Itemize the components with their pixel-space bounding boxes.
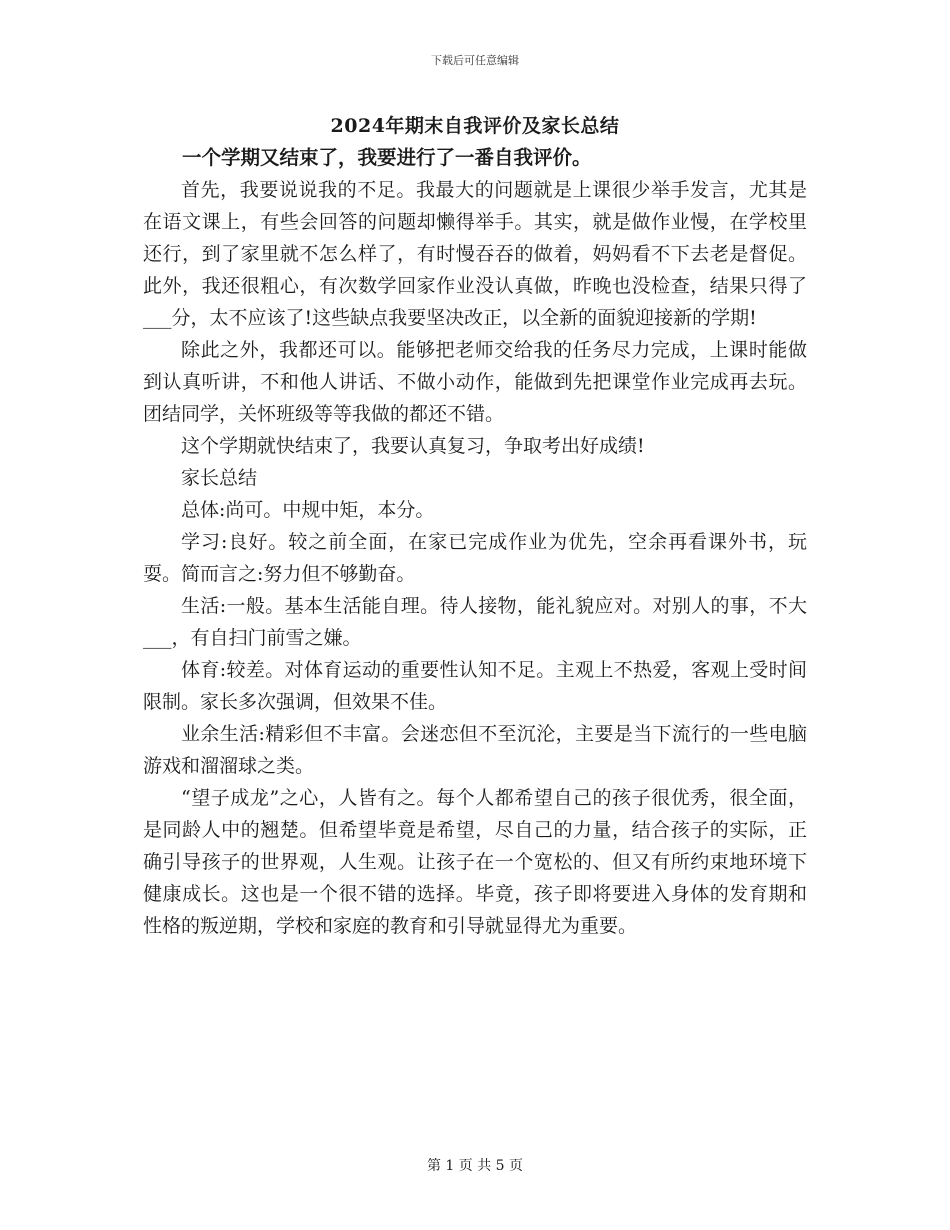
paragraph-overall: 总体:尚可。中规中矩，本分。 bbox=[181, 499, 435, 521]
intro-paragraph: 一个学期又结束了，我要进行了一番自我评价。 bbox=[182, 146, 592, 169]
document-body bbox=[143, 142, 807, 942]
page-number: 第 1 页 共 5 页 bbox=[426, 1158, 524, 1174]
paragraph-resolution: 这个学期就快结束了，我要认真复习，争取考出好成绩! bbox=[181, 435, 645, 457]
paragraph-expectations: “望子成龙”之心，人皆有之。每个人都希望自己的孩子很优秀，很全面，是同龄人中的翘楚。但希望毕竟是希望，尽自己的力量，结合孩子的实际，正确引导孩子的世界观，人生观。让孩子在一个宽松的、但又有所约束地环境下健康成长。这也是一个很不错的选择。毕竟，孩子即将要进入身体的发育期和性格的叛逆期，学校和家庭的教育和引导就显得尤为重要。 bbox=[143, 787, 807, 937]
page-header-note: 下载后可任意编辑 bbox=[431, 54, 519, 67]
paragraph-sports: 体育:较差。对体育运动的重要性认知不足。主观上不热爱，客观上受时间限制。家长多次强调，但效果不佳。 bbox=[143, 659, 807, 713]
parent-summary-heading: 家长总结 bbox=[181, 467, 258, 489]
paragraph-strengths: 除此之外，我都还可以。能够把老师交给我的任务尽力完成，上课时能做到认真听讲，不和他人讲话、不做小动作，能做到先把课堂作业完成再去玩。团结同学，关怀班级等等我做的都还不错。 bbox=[143, 339, 807, 425]
paragraph-shortcomings: 首先，我要说说我的不足。我最大的问题就是上课很少举手发言，尤其是在语文课上，有些会回答的问题却懒得举手。其实，就是做作业慢，在学校里还行，到了家里就不怎么样了，有时慢吞吞的做着，妈妈看不下去老是督促。此外，我还很粗心，有次数学回家作业没认真做，昨晚也没检查，结果只得了___分，太不应该了!这些缺点我要坚决改正，以全新的面貌迎接新的学期! bbox=[143, 179, 807, 329]
paragraph-leisure: 业余生活:精彩但不丰富。会迷恋但不至沉沦，主要是当下流行的一些电脑游戏和溜溜球之类。 bbox=[143, 723, 807, 777]
paragraph-life: 生活:一般。基本生活能自理。待人接物，能礼貌应对。对别人的事，不大___，有自扫门前雪之嫌。 bbox=[143, 595, 807, 649]
document-title: 2024年期末自我评价及家长总结 bbox=[330, 115, 620, 137]
paragraph-study: 学习:良好。较之前全面，在家已完成作业为优先，空余再看课外书，玩耍。简而言之:努力但不够勤奋。 bbox=[143, 531, 807, 585]
